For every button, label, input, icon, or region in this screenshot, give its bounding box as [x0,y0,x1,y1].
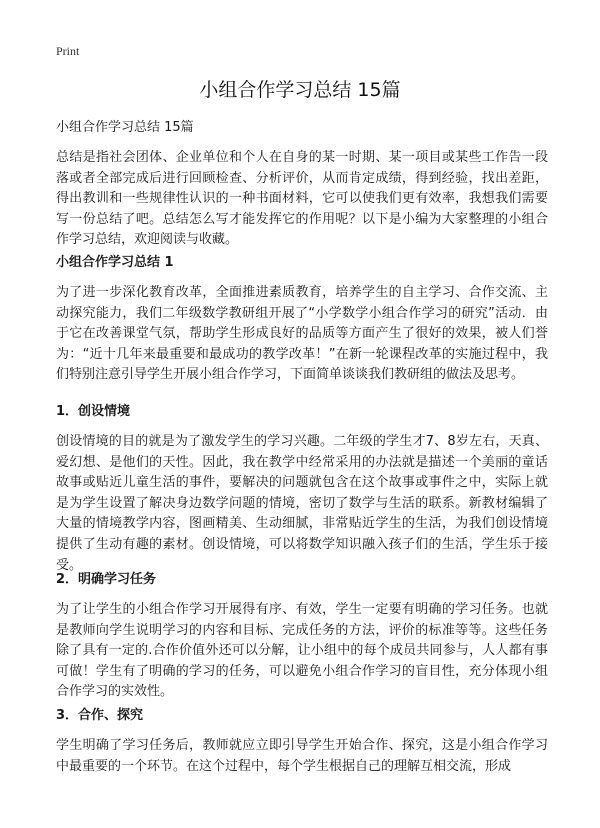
subheading-clear-tasks: 2．明确学习任务 [56,572,157,587]
paragraph-cooperate-explore: 学生明确了学习任务后，教师就应立即引导学生开始合作、探究，这是小组合作学习中最重要的一个环节。在这个过程中，每个学生根据自己的理解互相交流，形成 [56,738,548,774]
paragraph-create-scenario: 创设情境的目的就是为了激发学生的学习兴趣。二年级的学生才7、8岁左右，天真、爱幻想、是他们的天性。因此，我在教学中经常采用的办法就是描述一个美丽的童话故事或贴近儿童生活的事件，要解决的问题就包含在这个故事或事件之中，实际上就是为学生设置了解决身边数学问题的情境，密切了数学与生活的联系。新教材编辑了大量的情境教学内容，图画精美、生动细腻，非常贴近学生的生活，为我们创设情境提供了生动有趣的素材。创设情境，可以将数学知识融入孩子们的生活，学生乐于接受。 [56,434,548,573]
document-subtitle: 小组合作学习总结 15篇 [56,120,194,135]
page-title: 小组合作学习总结 15篇 [199,79,401,101]
section-1-paragraph: 为了进一步深化教育改革，全面推进素质教育，培养学生的自主学习、合作交流、主动探究能力，我们二年级数学教研组开展了“小学数学小组合作学习的研究”活动．由于它在改善课堂气氛，帮助学生形成良好的品质等方面产生了很好的效果，被人们誉为：“近十几年来最重要和最成功的教学改革！”在新一轮课程改革的实施过程中，我们特别注意引导学生开展小组合作学习，下面简单谈谈我们教研组的做法及思考。 [56,285,548,383]
subheading-cooperate-explore: 3．合作、探究 [56,708,144,723]
section-heading-1: 小组合作学习总结 1 [56,255,174,270]
print-link[interactable]: Print [56,44,80,58]
intro-paragraph: 总结是指社会团体、企业单位和个人在自身的某一时期、某一项目或某些工作告一段落或者全部完成后进行回顾检查、分析评价，从而肯定成绩，得到经验，找出差距，得出教训和一些规律性认识的一种书面材料，它可以使我们更有效率，我想我们需要写一份总结了吧。总结怎么写才能发挥它的作用呢？以下是小编为大家整理的小组合作学习总结，欢迎阅读与收藏。 [56,150,548,248]
paragraph-clear-tasks: 为了让学生的小组合作学习开展得有序、有效，学生一定要有明确的学习任务。也就是教师向学生说明学习的内容和目标、完成任务的方法，评价的标准等等。这些任务除了具有一定的.合作价值外还可以分解，让小组中的每个成员共同参与，人人都有事可做！学生有了明确的学习的任务，可以避免小组合作学习的盲目性，充分体现小组合作学习的实效性。 [56,602,548,700]
subheading-create-scenario: 1．创设情境 [56,404,131,419]
